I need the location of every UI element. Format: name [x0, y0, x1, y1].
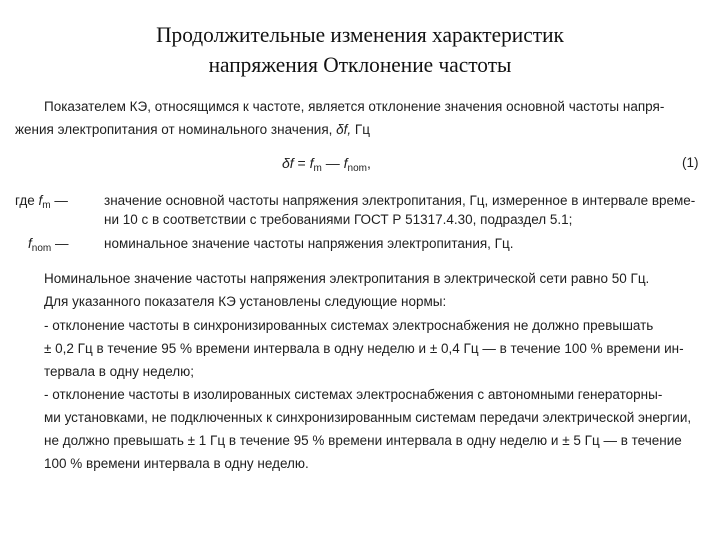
delta-f-symbol: δf,	[336, 122, 352, 137]
intro-line-1: Показателем КЭ, относящимся к частоте, является отклонение значения основной частоты напря-	[44, 99, 665, 114]
slide-title-line-1: Продолжительные изменения характеристик	[156, 22, 564, 47]
formula-fnom: f	[343, 155, 348, 171]
intro-line-2-unit: Гц	[351, 122, 370, 137]
where-fnom-term	[28, 236, 68, 252]
where-fnom-dash: —	[51, 236, 69, 251]
where-fm-line-2: ни 10 с в соответствии с требованиями ГОСТ Р 51317.4.30, подраздел 5.1;	[104, 212, 573, 227]
where-fm-symbol: f	[38, 193, 43, 208]
body-line: - отклонение частоты в изолированных системах электроснабжения с автономными генераторны-	[44, 387, 663, 402]
slide-title-line-2: напряжения Отклонение частоты	[208, 52, 512, 77]
formula-equals: =	[293, 155, 310, 171]
formula-fm: f	[309, 155, 314, 171]
formula-number: (1)	[682, 155, 699, 170]
where-fnom-subscript: nom	[31, 243, 52, 254]
where-fnom-line: номинальное значение частоты напряжения электропитания, Гц.	[104, 236, 514, 251]
formula-fnom-subscript: nom	[347, 163, 367, 174]
formula-tail: ,	[367, 155, 371, 171]
where-fm-line-1: значение основной частоты напряжения электропитания, Гц, измеренное в интервале време-	[104, 193, 696, 208]
body-line: 100 % времени интервала в одну неделю.	[44, 456, 309, 471]
body-line: тервала в одну неделю;	[44, 364, 195, 379]
body-line: не должно превышать ± 1 Гц в течение 95 % времени интервала в одну неделю и ± 5 Гц — в течение	[44, 433, 682, 448]
formula-minus: —	[321, 155, 344, 171]
where-fm-dash: —	[50, 193, 68, 208]
where-fm-term	[15, 193, 68, 209]
formula	[282, 155, 371, 174]
intro-line-2	[15, 122, 370, 138]
body-line: Для указанного показателя КЭ установлены следующие нормы:	[44, 294, 447, 309]
body-line: ми установками, не подключенных к синхронизированным системам передачи электрической энергии,	[44, 410, 692, 425]
formula-lhs: δf	[282, 155, 294, 171]
body-line: Номинальное значение частоты напряжения электропитания в электрической сети равно 50 Гц.	[44, 271, 650, 286]
where-fnom-symbol: f	[28, 236, 32, 251]
intro-line-2-text: жения электропитания от номинального значения,	[15, 122, 337, 137]
where-fm-subscript: m	[42, 200, 51, 211]
where-prefix: где	[15, 193, 39, 208]
formula-fm-subscript: m	[313, 163, 322, 174]
body-line: ± 0,2 Гц в течение 95 % времени интервала в одну неделю и ± 0,4 Гц — в течение 100 % времени ин-	[44, 341, 684, 356]
body-line: - отклонение частоты в синхронизированных системах электроснабжения не должно превышать	[44, 318, 654, 333]
